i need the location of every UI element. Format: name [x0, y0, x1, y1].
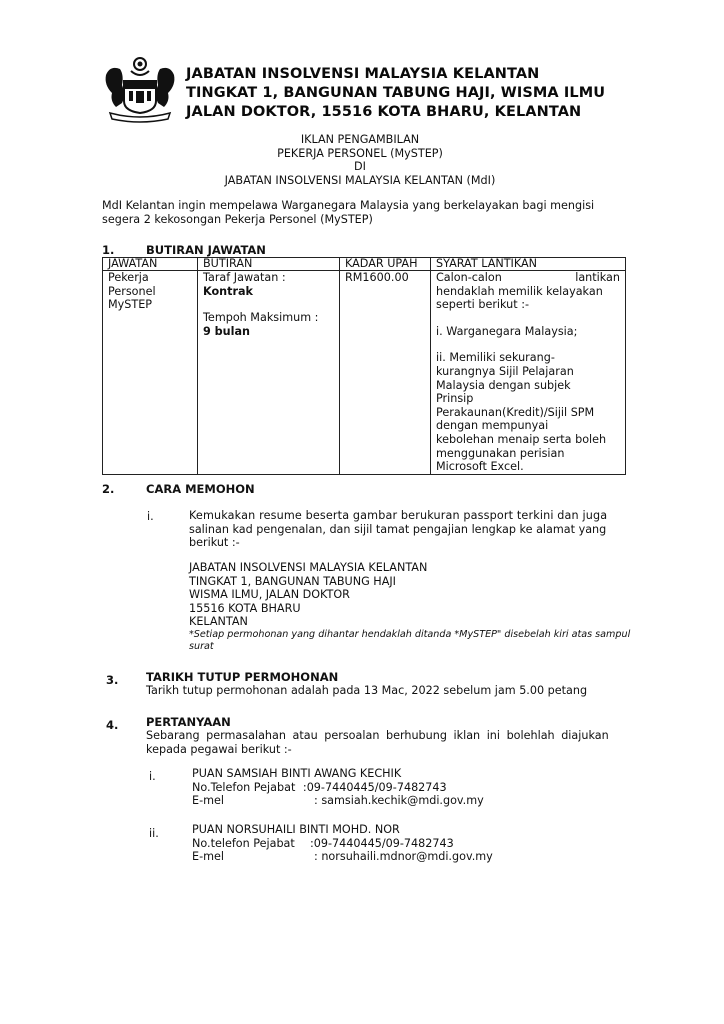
- cell-butiran: [198, 271, 340, 475]
- section-4-number: 4.: [106, 718, 119, 732]
- syarat-item-2-line: menggunakan perisian: [436, 446, 565, 460]
- contact-email[interactable]: : samsiah.kechik@mdi.gov.my: [314, 794, 484, 808]
- section-3-title: TARIKH TUTUP PERMOHONAN: [146, 670, 339, 684]
- section-2-item-marker: i.: [147, 510, 154, 523]
- intro-line-1: MdI Kelantan ingin mempelawa Warganegara Malaysia yang berkelayakan bagi mengisi: [102, 199, 595, 212]
- section-2-item-line: salinan kad pengenalan, dan sijil tamat pengajian lengkap ke alamat yang: [189, 522, 607, 536]
- contact-email-row: [192, 794, 484, 808]
- intro-paragraph: [102, 199, 627, 226]
- syarat-item-2-line: Perakaunan(Kredit)/Sijil SPM: [436, 405, 595, 419]
- section-3-number: 3.: [106, 673, 119, 687]
- syarat-intro-line-2: hendaklah memilik kelayakan: [436, 284, 603, 298]
- contact-2-marker: ii.: [149, 827, 159, 840]
- tempoh-maksimum-label: Tempoh Maksimum :: [203, 311, 319, 325]
- section-4-title: PERTANYAAN: [146, 715, 231, 729]
- syarat-item-2-line: Prinsip: [436, 392, 474, 406]
- contact-phone-label: No.Telefon Pejabat: [192, 780, 296, 794]
- table-header-row: [103, 258, 626, 271]
- cell-syarat-lantikan: [431, 271, 626, 475]
- enquiry-paragraph: [146, 729, 626, 756]
- contact-name: PUAN SAMSIAH BINTI AWANG KECHIK: [192, 767, 402, 780]
- letterhead-line-2: TINGKAT 1, BANGUNAN TABUNG HAJI, WISMA ILMU: [186, 85, 606, 101]
- tempoh-maksimum-value: 9 bulan: [203, 324, 251, 338]
- contact-1-marker: i.: [149, 770, 156, 783]
- contact-phone-row: [192, 781, 447, 795]
- address-line: WISMA ILMU, JALAN DOKTOR: [189, 588, 350, 602]
- syarat-item-2-line: kurangnya Sijil Pelajaran: [436, 364, 574, 378]
- cell-kadar-upah: RM1600.00: [340, 271, 431, 475]
- jawatan-line: Pekerja: [108, 271, 149, 284]
- col-header-syarat-lantikan: SYARAT LANTIKAN: [431, 258, 626, 271]
- address-line: KELANTAN: [189, 615, 248, 629]
- closing-date-text: Tarikh tutup permohonan adalah pada 13 Mac, 2022 sebelum jam 5.00 petang: [146, 684, 588, 697]
- section-2-item-text: [189, 509, 626, 550]
- address-line: JABATAN INSOLVENSI MALAYSIA KELANTAN: [189, 561, 428, 574]
- title-line-3: DI: [354, 160, 366, 174]
- col-header-kadar-upah: KADAR UPAH: [340, 258, 431, 271]
- syarat-item-2-line: dengan mempunyai: [436, 419, 549, 433]
- letterhead-line-3: JALAN DOKTOR, 15516 KOTA BHARU, KELANTAN: [186, 104, 582, 120]
- contact-phone: :09-7440445/09-7482743: [310, 836, 454, 850]
- malaysia-coat-of-arms-icon: [100, 55, 180, 123]
- syarat-intro-word: lantikan: [575, 271, 620, 284]
- jawatan-line: MySTEP: [108, 298, 153, 312]
- section-2-title: CARA MEMOHON: [146, 482, 255, 496]
- contact-name: PUAN NORSUHAILI BINTI MOHD. NOR: [192, 823, 400, 836]
- address-line: TINGKAT 1, BANGUNAN TABUNG HAJI: [189, 574, 396, 588]
- contact-email-row: [192, 850, 493, 864]
- table-row: [103, 271, 626, 475]
- contact-email-label: E-mel: [192, 850, 224, 864]
- title-line-2: PEKERJA PERSONEL (MySTEP): [277, 146, 443, 160]
- jawatan-line: Personel: [108, 284, 156, 298]
- syarat-item-2: [436, 351, 620, 473]
- syarat-item-2-line: kebolehan menaip serta boleh: [436, 432, 607, 446]
- contact-phone-label: No.telefon Pejabat: [192, 836, 295, 850]
- syarat-intro-line-3: seperti berikut :-: [436, 298, 530, 312]
- taraf-jawatan-value: Kontrak: [203, 284, 253, 298]
- col-header-butiran: BUTIRAN: [198, 258, 340, 271]
- enquiry-line-1: Sebarang permasalahan atau persoalan berhubung iklan ini bolehlah diajukan: [146, 729, 609, 742]
- section-1-title: BUTIRAN JAWATAN: [146, 243, 266, 257]
- contact-email-label: E-mel: [192, 794, 224, 808]
- contact-2: [192, 823, 493, 864]
- taraf-jawatan-label: Taraf Jawatan :: [203, 271, 286, 284]
- mailing-address: [189, 561, 630, 653]
- cell-jawatan: [103, 271, 198, 475]
- advert-title: [100, 133, 620, 187]
- enquiry-line-2: kepada pegawai berikut :-: [146, 742, 292, 756]
- title-line-4: JABATAN INSOLVENSI MALAYSIA KELANTAN (MdI): [224, 173, 496, 187]
- contact-1: [192, 767, 484, 808]
- contact-phone: :09-7440445/09-7482743: [302, 780, 447, 794]
- syarat-intro-word: Calon-calon: [436, 271, 502, 284]
- title-line-1: IKLAN PENGAMBILAN: [300, 133, 420, 146]
- envelope-note-line-2: surat: [189, 640, 214, 652]
- section-2-item-line: berikut :-: [189, 536, 240, 550]
- syarat-item-1: i. Warganegara Malaysia;: [436, 324, 578, 338]
- envelope-note-line-1: *Setiap permohonan yang dihantar hendaklah ditanda *MySTEP" disebelah kiri atas sampul: [189, 628, 631, 640]
- address-line: 15516 KOTA BHARU: [189, 601, 301, 615]
- col-header-jawatan: JAWATAN: [103, 258, 198, 271]
- section-1-number: 1.: [102, 243, 115, 257]
- syarat-item-2-line: ii. Memiliki sekurang-: [436, 351, 555, 365]
- syarat-intro-line-1: [436, 271, 620, 285]
- letterhead-line-1: JABATAN INSOLVENSI MALAYSIA KELANTAN: [186, 66, 540, 82]
- section-2-number: 2.: [102, 482, 115, 496]
- job-details-table: [102, 257, 626, 475]
- contact-email[interactable]: : norsuhaili.mdnor@mdi.gov.my: [314, 850, 493, 864]
- syarat-item-2-line: Microsoft Excel.: [436, 460, 524, 474]
- intro-line-2: segera 2 kekosongan Pekerja Personel (MySTEP): [102, 212, 373, 226]
- syarat-item-2-line: Malaysia dengan subjek: [436, 378, 571, 392]
- section-2-item-line: Kemukakan resume beserta gambar berukuran passport terkini dan juga: [189, 509, 608, 522]
- contact-phone-row: [192, 836, 454, 851]
- letterhead: [0, 0, 724, 130]
